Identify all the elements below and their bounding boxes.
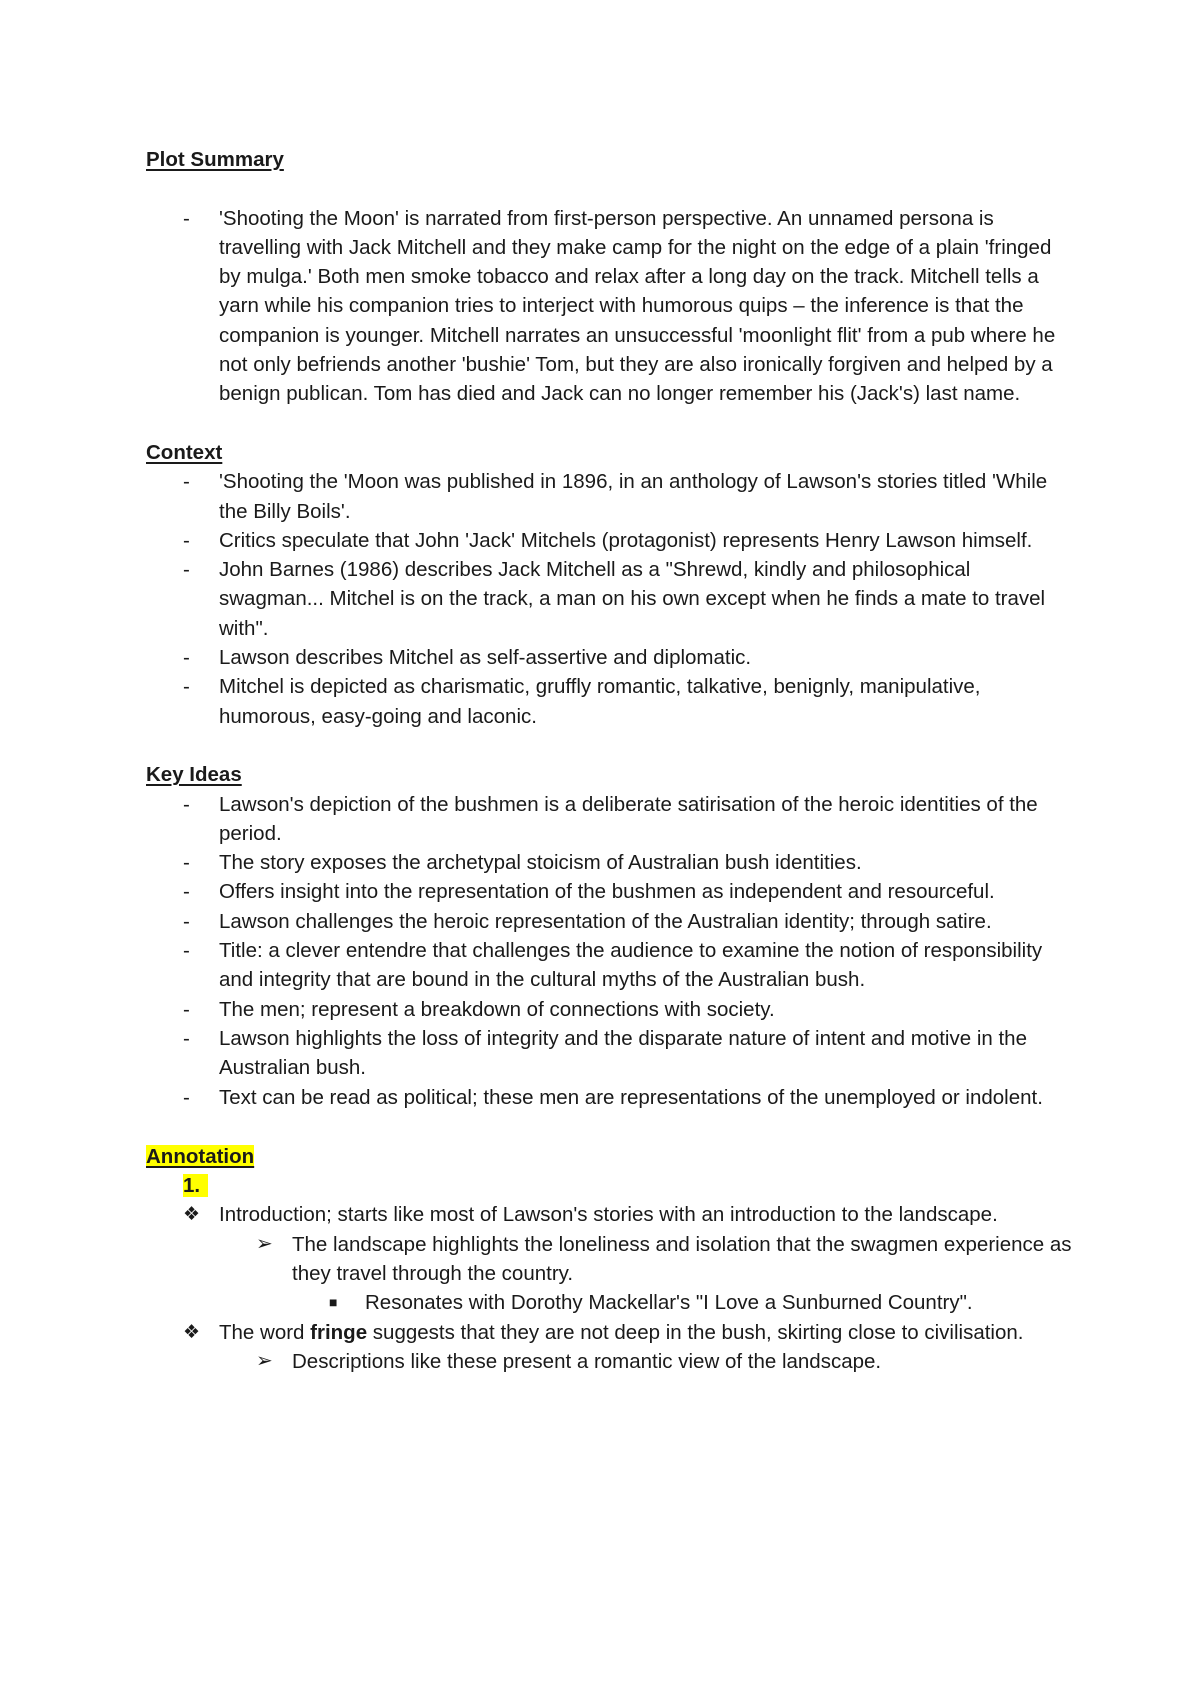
dash-bullet: - [183, 792, 190, 816]
diamond-bullet-icon: ❖ [183, 1204, 201, 1226]
list-item [146, 790, 1076, 849]
list-item-text: Descriptions like these present a romantic view of the landscape. [292, 1349, 882, 1373]
list-item-text: Lawson describes Mitchel as self-assertive and diplomatic. [219, 646, 752, 670]
annotation-number-text: 1. [183, 1174, 208, 1197]
list-item-text: The story exposes the archetypal stoicism of Australian bush identities. [219, 851, 862, 875]
list-item-text: Mitchel is depicted as charismatic, gruffly romantic, talkative, benignly, manipulative, humorous, easy-going and laconic. [219, 675, 981, 728]
list-item [146, 1288, 1076, 1317]
dash-bullet: - [183, 558, 190, 582]
list-item-text: The men; represent a breakdown of connections with society. [219, 997, 775, 1021]
annotation-heading [146, 1142, 1076, 1171]
plot-summary-heading: Plot Summary [146, 148, 284, 171]
list-item [146, 1347, 1076, 1376]
annotation-list [146, 1200, 1076, 1376]
plot-summary-list [146, 204, 1076, 409]
dash-bullet: - [183, 997, 190, 1021]
list-item-text-end: suggests that they are not deep in the bush, skirting close to civilisation. [367, 1320, 1024, 1344]
dash-bullet: - [183, 206, 190, 230]
key-ideas-heading: Key Ideas [146, 763, 242, 787]
key-ideas-list [146, 790, 1076, 1112]
list-item [146, 936, 1076, 995]
spacer [146, 731, 1076, 760]
list-item-text: Text can be read as political; these men are representations of the unemployed or indolent. [219, 1085, 1043, 1109]
dash-bullet: - [183, 1085, 190, 1109]
list-item [146, 204, 1076, 409]
document-page [146, 145, 1076, 1376]
list-item [146, 526, 1076, 555]
list-item-text: John Barnes (1986) describes Jack Mitchell as a "Shrewd, kindly and philosophical swagman... Mitchel is on the track, a man on his own except when he finds a mate to travel with". [219, 558, 1046, 640]
list-item [146, 907, 1076, 936]
dash-bullet: - [183, 470, 190, 494]
list-item-text: Introduction; starts like most of Lawson's stories with an introduction to the landscape. [219, 1203, 998, 1227]
list-item [146, 995, 1076, 1024]
dash-bullet: - [183, 646, 190, 670]
dash-bullet: - [183, 880, 190, 904]
context-list [146, 467, 1076, 731]
emphasized-word: fringe [310, 1320, 368, 1344]
list-item-text: Lawson's depiction of the bushmen is a deliberate satirisation of the heroic identities of the period. [219, 792, 1038, 845]
list-item [146, 467, 1076, 526]
context-heading: Context [146, 440, 223, 464]
list-item-text-start: The word [219, 1320, 311, 1344]
list-item-text: Title: a clever entendre that challenges the audience to examine the notion of responsibility and integrity that are bound in the cultural myths of the Australian bush. [219, 939, 1043, 992]
square-bullet-icon: ■ [329, 1294, 338, 1311]
spacer [146, 174, 1076, 203]
list-item [146, 1083, 1076, 1112]
list-item [146, 1318, 1076, 1347]
list-item-text: Critics speculate that John 'Jack' Mitchels (protagonist) represents Henry Lawson himself. [219, 528, 1033, 552]
list-item [146, 1200, 1076, 1229]
dash-bullet: - [183, 675, 190, 699]
annotation-number [146, 1171, 1076, 1200]
diamond-bullet-icon: ❖ [183, 1321, 201, 1343]
dash-bullet: - [183, 939, 190, 963]
dash-bullet: - [183, 528, 190, 552]
list-item [146, 1230, 1076, 1289]
list-item [146, 643, 1076, 672]
list-item [146, 555, 1076, 643]
list-item-text: 'Shooting the 'Moon was published in 1896, in an anthology of Lawson's stories titled 'While the Billy Boils'. [219, 470, 1048, 523]
list-item-text: Offers insight into the representation of the bushmen as independent and resourceful. [219, 880, 995, 904]
arrow-bullet-icon: ➢ [256, 1232, 273, 1255]
list-item-text: The landscape highlights the loneliness and isolation that the swagmen experience as they travel through the country. [292, 1232, 1072, 1285]
list-item-text: Lawson challenges the heroic representation of the Australian identity; through satire. [219, 909, 992, 933]
dash-bullet: - [183, 1026, 190, 1050]
list-item-text: Resonates with Dorothy Mackellar's "I Love a Sunburned Country". [365, 1291, 973, 1315]
arrow-bullet-icon: ➢ [256, 1349, 273, 1372]
list-item-text: Lawson highlights the loss of integrity and the disparate nature of intent and motive in the Australian bush. [219, 1026, 1027, 1080]
list-item-text: 'Shooting the Moon' is narrated from first-person perspective. An unnamed persona is travelling with Jack Mitchell and they make camp for the night on the edge of a plain 'fringed by mulga.' Both men smoke tobacco and relax after a long day on the track. Mitchell tells a yarn while his companion tries to interject with humorous quips – the inference is that the companion is younger. Mitchell narrates an unsuccessful 'moonlight flit' from a pub where he not only befriends another 'bushie' Tom, but they are also ironically forgiven and helped by a benign publican. Tom has died and Jack can no longer remember his (Jack's) last name. [219, 206, 1056, 406]
list-item [146, 672, 1076, 731]
list-item [146, 848, 1076, 877]
annotation-heading-text: Annotation [146, 1144, 255, 1168]
list-item [146, 877, 1076, 906]
spacer [146, 409, 1076, 438]
dash-bullet: - [183, 851, 190, 875]
list-item [146, 1024, 1076, 1083]
spacer [146, 1112, 1076, 1142]
dash-bullet: - [183, 909, 190, 933]
